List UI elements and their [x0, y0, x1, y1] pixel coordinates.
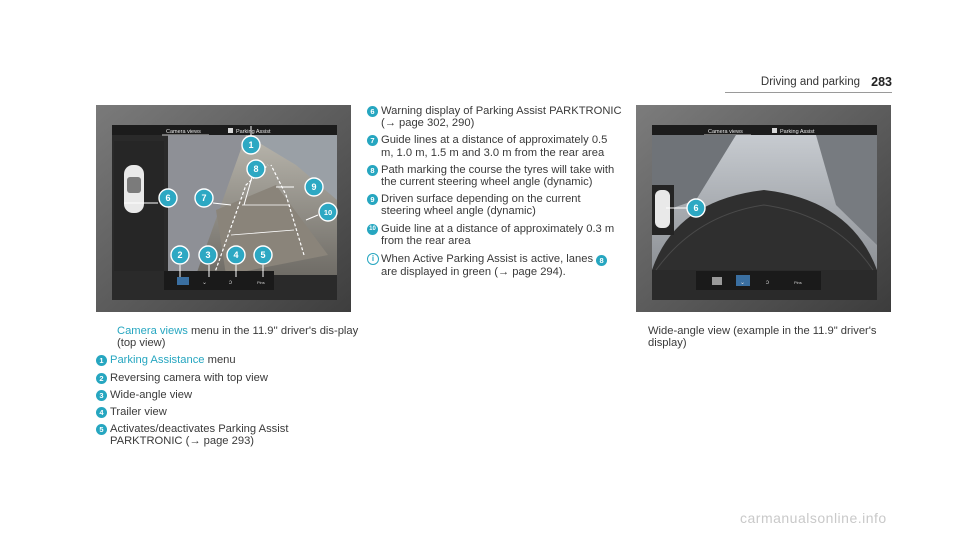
figure-caption: Camera views menu in the 11.9'' driver's dis-play (top view)	[117, 325, 359, 350]
callout-6: 6	[693, 203, 699, 213]
top-view-screen	[96, 105, 351, 312]
callout-marker-9: 9	[367, 194, 378, 205]
callout-9: 9	[311, 182, 317, 192]
legend-item-5: 5 Activates/deactivates Parking Assist PARKTRONIC (→ page 293)	[96, 423, 361, 447]
callout-marker-1: 1	[96, 355, 107, 366]
legend-item-10: 10 Guide line at a distance of approximately 0.3 m from the rear area	[367, 223, 622, 247]
wide-angle-icon: ⌄	[740, 280, 746, 286]
callout-marker-4: 4	[96, 407, 107, 418]
legend-column-1	[96, 325, 361, 453]
tab-camera-views[interactable]: Camera views	[166, 129, 201, 135]
wide-angle-screen	[636, 105, 891, 312]
callout-7: 7	[201, 193, 207, 203]
callout-marker-7: 7	[367, 135, 378, 146]
callout-4: 4	[233, 250, 239, 260]
info-note: i When Active Parking Assist is active, lanes 8 are displayed in green (→ page 294).	[367, 253, 622, 278]
car-icon	[655, 190, 670, 228]
running-header	[725, 74, 892, 93]
tab-parking-assist[interactable]: Parking Assist	[780, 129, 815, 135]
legend-item-8: 8 Path marking the course the tyres will take with the current steering wheel angle (dynamic)	[367, 164, 622, 188]
camera-views-link[interactable]: Camera views	[117, 325, 188, 337]
callout-3: 3	[205, 250, 211, 260]
legend-column-2	[367, 105, 622, 283]
legend-item-1: 1 Parking Assistance menu	[96, 354, 361, 366]
section-title: Driving and parking	[760, 76, 860, 88]
callout-marker-10: 10	[367, 224, 378, 235]
legend-item-2: 2 Reversing camera with top view	[96, 372, 361, 384]
callout-marker-6: 6	[367, 106, 378, 117]
callout-1: 1	[248, 140, 254, 150]
callout-marker-5: 5	[96, 424, 107, 435]
callout-2: 2	[177, 250, 183, 260]
callout-marker-8-inline: 8	[596, 255, 607, 266]
legend-item-7: 7 Guide lines at a distance of approximately 0.5 m, 1.0 m, 1.5 m and 3.0 m from the rear area	[367, 134, 622, 158]
rear-view-icon: ⌄	[202, 280, 208, 286]
legend-item-4: 4 Trailer view	[96, 406, 361, 418]
legend-item-6: 6 Warning display of Parking Assist PARKTRONIC (→ page 302, 290)	[367, 105, 622, 129]
legend-item-9: 9 Driven surface depending on the current steering wheel angle (dynamic)	[367, 193, 622, 217]
callout-5: 5	[260, 250, 266, 260]
trailer-icon: ↄ	[229, 280, 232, 286]
watermark: carmanualsonline.info	[740, 510, 887, 526]
figure-top-view	[96, 105, 351, 312]
callout-marker-2: 2	[96, 373, 107, 384]
callout-10: 10	[323, 208, 333, 217]
tab-parking-assist[interactable]: Parking Assist	[236, 129, 271, 135]
callout-8: 8	[253, 164, 259, 174]
tab-camera-views[interactable]: Camera views	[708, 129, 743, 135]
parking-assistance-link[interactable]: Parking Assistance	[110, 354, 205, 367]
info-icon: i	[367, 253, 379, 265]
callout-marker-3: 3	[96, 390, 107, 401]
pins-label: Pins	[794, 280, 802, 285]
pins-label: Pins	[257, 280, 265, 285]
figure-2-caption: Wide-angle view (example in the 11.9" driver's display)	[648, 325, 877, 350]
callout-marker-8: 8	[367, 165, 378, 176]
callout-6: 6	[165, 193, 171, 203]
figure-wide-angle-view	[636, 105, 891, 312]
legend-item-3: 3 Wide-angle view	[96, 389, 361, 401]
page-number: 283	[871, 75, 892, 89]
trailer-icon: ↄ	[766, 280, 769, 286]
